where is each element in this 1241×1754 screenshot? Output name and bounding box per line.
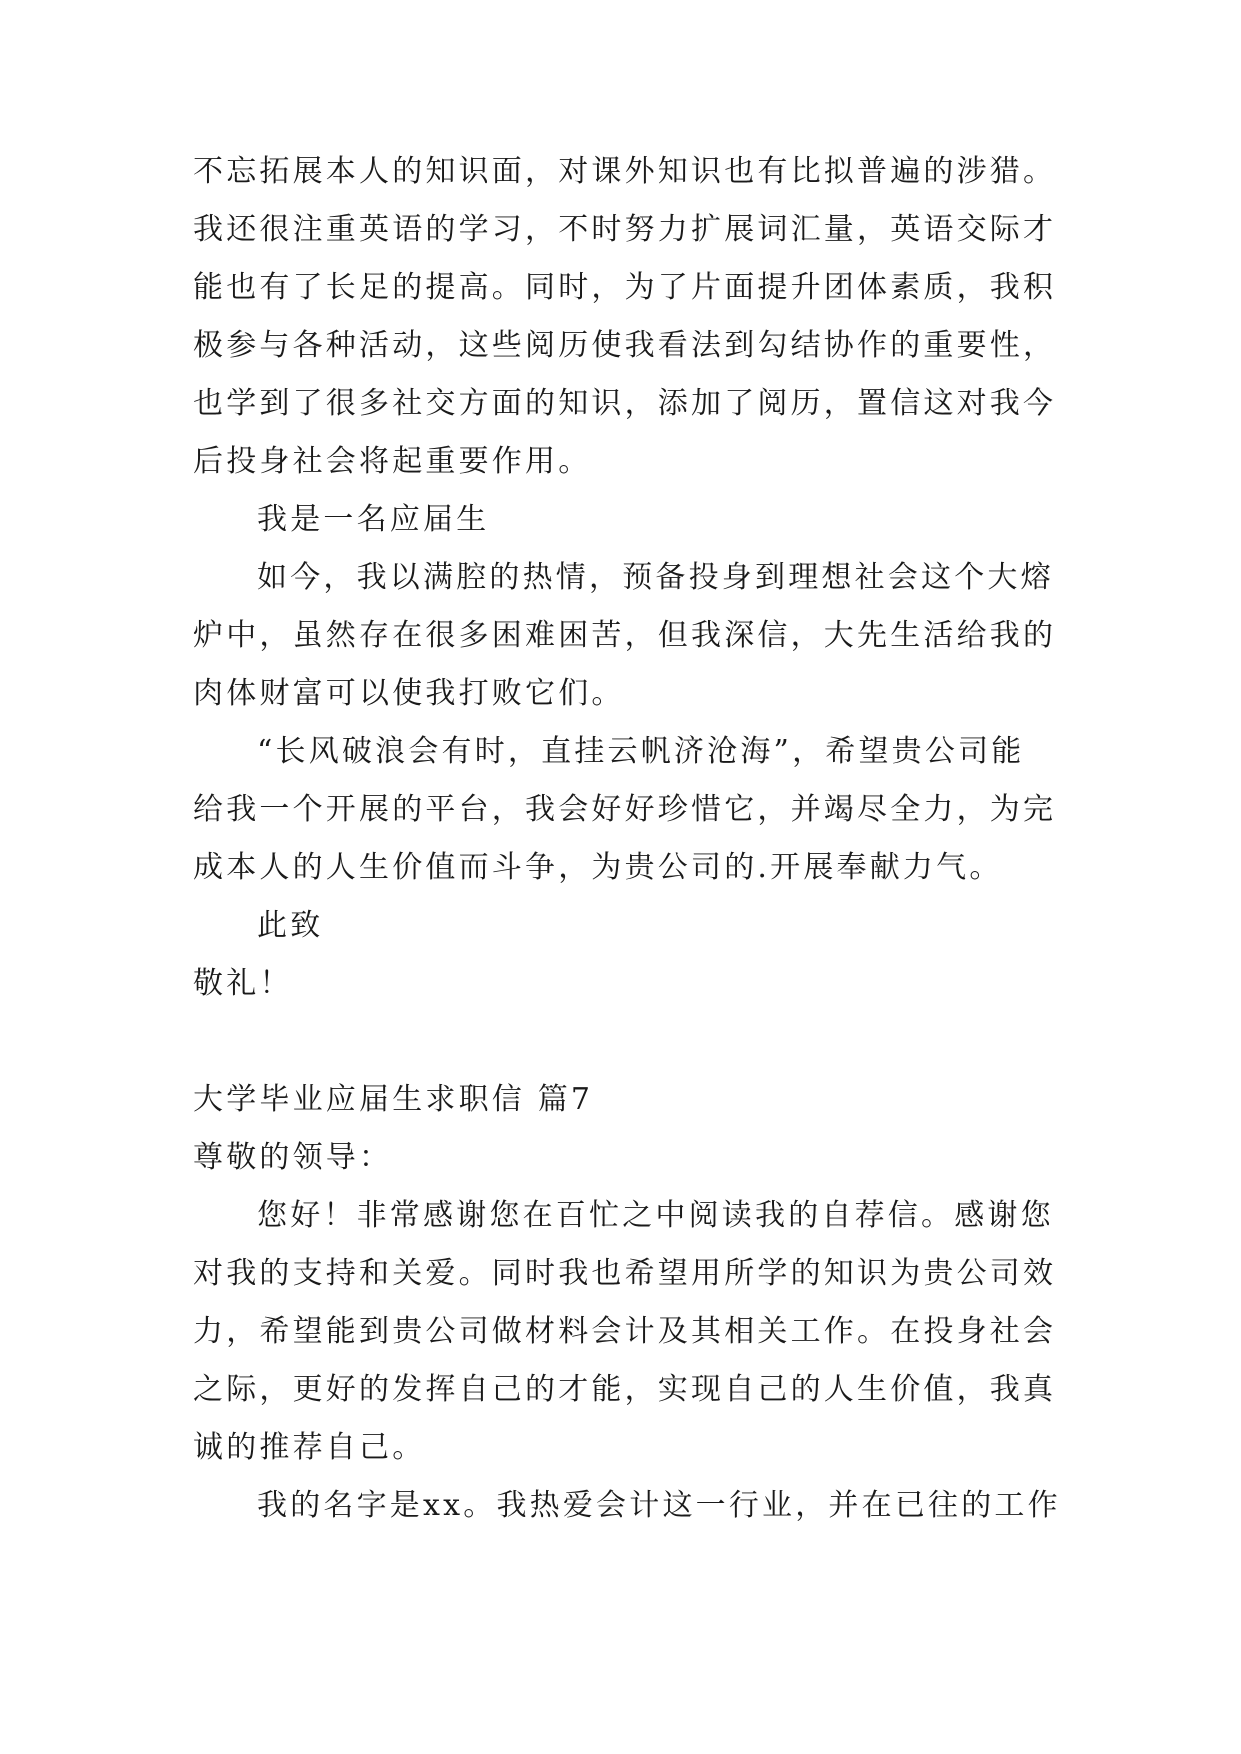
text-line: 力，希望能到贵公司做材料会计及其相关工作。在投身社会	[193, 1314, 1057, 1349]
text-line: 对我的支持和关爱。同时我也希望用所学的知识为贵公司效	[193, 1256, 1057, 1291]
text-line: 如今，我以满腔的热情，预备投身到理想社会这个大熔	[257, 560, 1054, 595]
closing-line: 此致	[257, 908, 324, 943]
text-line: 也学到了很多社交方面的知识，添加了阅历，置信这对我今	[193, 386, 1057, 421]
text-line: 能也有了长足的提高。同时，为了片面提升团体素质，我积	[193, 270, 1057, 305]
text-line: 后投身社会将起重要作用。	[193, 444, 592, 479]
text-line: 我是一名应届生	[257, 502, 490, 537]
text-line: 炉中，虽然存在很多困难困苦，但我深信，大先生活给我的	[193, 618, 1057, 653]
text-line: 您好！非常感谢您在百忙之中阅读我的自荐信。感谢您	[257, 1198, 1054, 1233]
section-title: 大学毕业应届生求职信 篇7	[193, 1082, 594, 1117]
greeting-line: 尊敬的领导：	[193, 1140, 393, 1175]
text-line: 我的名字是xx。我热爱会计这一行业，并在已往的工作	[257, 1488, 1061, 1523]
text-line: 给我一个开展的平台，我会好好珍惜它，并竭尽全力，为完	[193, 792, 1057, 827]
text-line: 肉体财富可以使我打败它们。	[193, 676, 625, 711]
text-line: “长风破浪会有时，直挂云帆济沧海”，希望贵公司能	[257, 734, 1025, 769]
text-line: 我还很注重英语的学习，不时努力扩展词汇量，英语交际才	[193, 212, 1057, 247]
text-line: 不忘拓展本人的知识面，对课外知识也有比拟普遍的涉猎。	[193, 154, 1057, 189]
text-line: 成本人的人生价值而斗争，为贵公司的.开展奉献力气。	[193, 850, 1003, 885]
text-line: 诚的推荐自己。	[193, 1430, 426, 1465]
salute-line: 敬礼！	[193, 966, 293, 1001]
text-line: 极参与各种活动，这些阅历使我看法到勾结协作的重要性，	[193, 328, 1057, 363]
text-line: 之际，更好的发挥自己的才能，实现自己的人生价值，我真	[193, 1372, 1057, 1407]
